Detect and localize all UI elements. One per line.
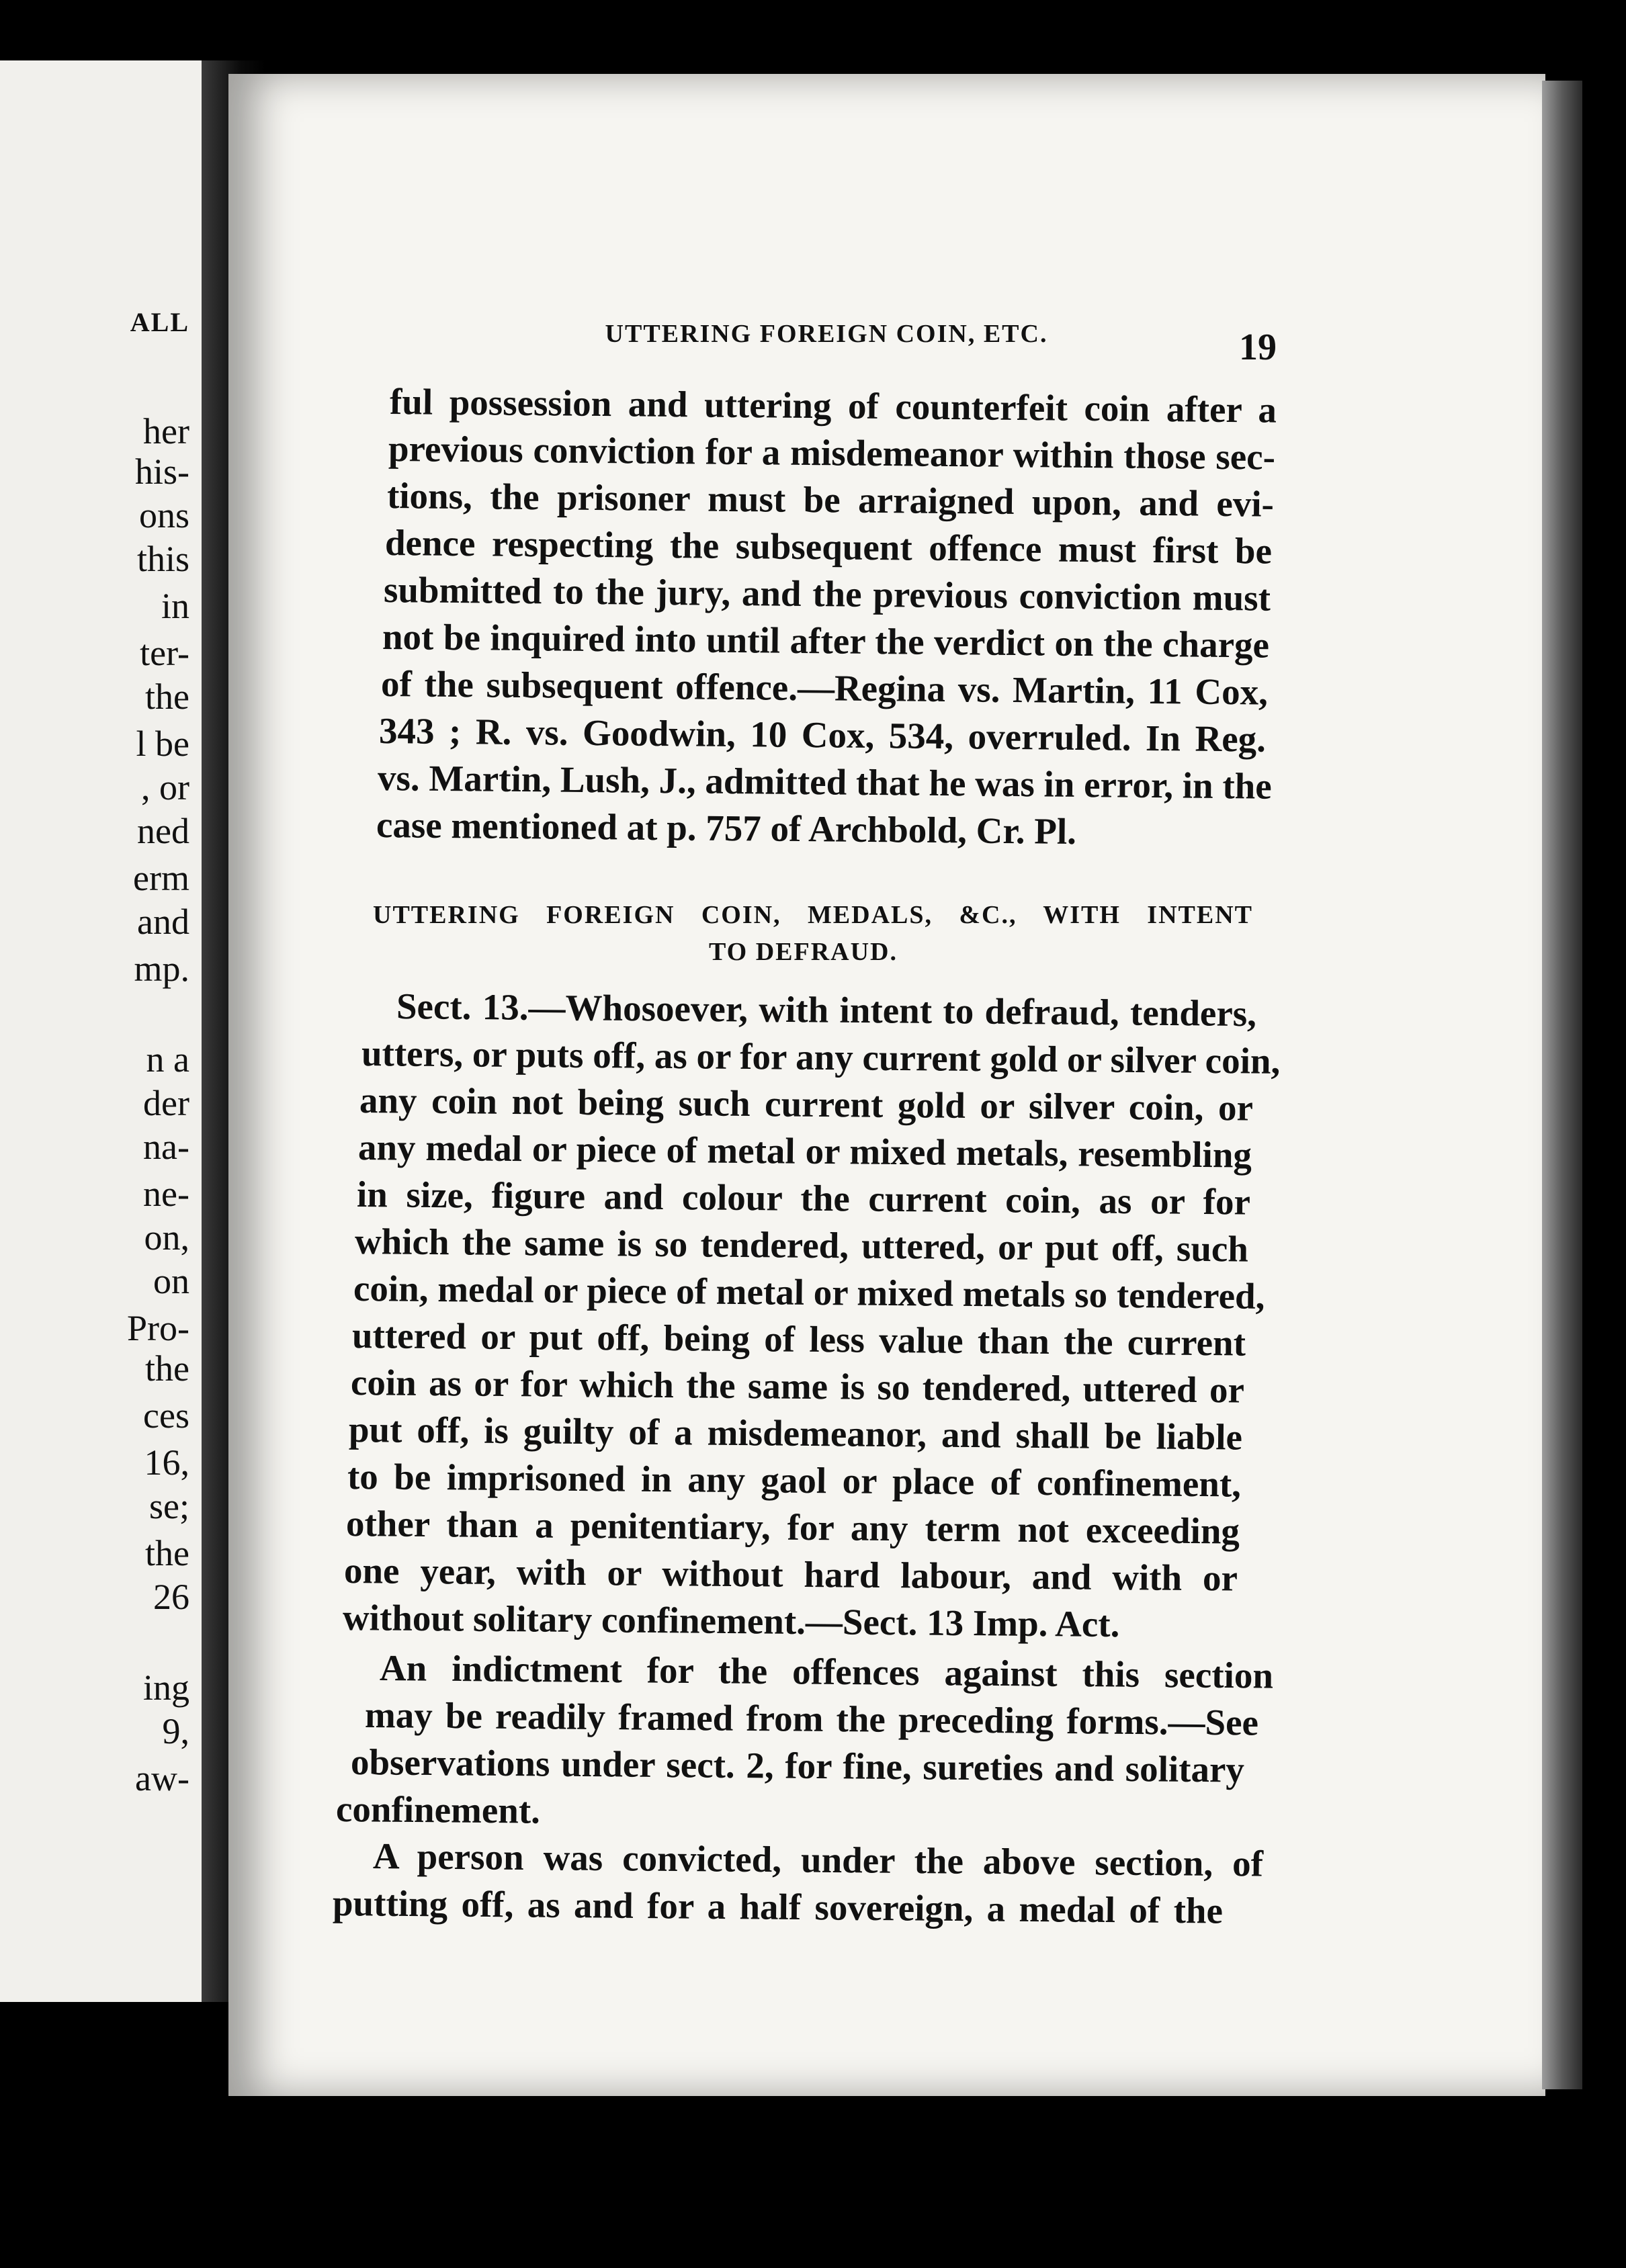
left-page-fragment: n a xyxy=(146,1039,189,1080)
text-line: utters, or puts off, as or for any current gold or silver coin, xyxy=(361,1033,1281,1082)
text-line: 343 ; R. vs. Goodwin, 10 Cox, 534, overruled. In Reg. xyxy=(379,710,1267,760)
left-page-fragment: ned xyxy=(137,811,189,851)
left-page-fragment: his- xyxy=(135,451,189,492)
left-page-fragment: ces xyxy=(143,1395,189,1436)
section-heading-continued: TO DEFRAUD. xyxy=(709,938,898,966)
text-line: case mentioned at p. 757 of Archbold, Cr. Pl. xyxy=(376,804,1077,853)
text-line: may be readily framed from the preceding forms.—See xyxy=(365,1694,1259,1743)
text-line: coin as or for which the same is so tendered, uttered or xyxy=(350,1362,1244,1411)
left-page-fragment: the xyxy=(145,1533,189,1573)
left-page-fragment: aw- xyxy=(135,1758,189,1798)
text-line: ful possession and uttering of counterfeit coin after a xyxy=(389,381,1277,431)
text-line: put off, is guilty of a misdemeanor, and shall be liable xyxy=(348,1409,1243,1458)
left-page-column xyxy=(0,60,189,2002)
text-line: other than a penitentiary, for any term not exceeding xyxy=(345,1503,1240,1552)
running-head: UTTERING FOREIGN COIN, ETC. xyxy=(605,320,1048,348)
left-page-fragment: the xyxy=(145,1348,189,1389)
left-page-fragment: mp. xyxy=(134,949,189,989)
text-line: which the same is so tendered, uttered, or put off, such xyxy=(355,1221,1249,1270)
left-page xyxy=(0,60,202,2002)
left-page-fragment: ter- xyxy=(140,633,189,673)
text-line: of the subsequent offence.—Regina vs. Martin, 11 Cox, xyxy=(380,663,1268,713)
text-line: without solitary confinement.—Sect. 13 Imp. Act. xyxy=(342,1597,1120,1645)
text-line: submitted to the jury, and the previous conviction must xyxy=(383,569,1271,619)
left-page-fragment: ons xyxy=(138,495,189,535)
left-page-fragment: der xyxy=(143,1083,189,1123)
text-line: An indictment for the offences against this section xyxy=(379,1647,1274,1696)
left-page-fragment: , or xyxy=(141,767,189,808)
section-heading: UTTERING FOREIGN COIN, MEDALS, &C., WITH INTENT xyxy=(373,901,1253,929)
left-page-fragment: erm xyxy=(133,858,189,898)
text-line: in size, figure and colour the current coin, as or for xyxy=(356,1174,1250,1223)
left-page-fragment: ALL xyxy=(130,307,189,337)
text-line: tions, the prisoner must be arraigned upon, and evi- xyxy=(386,475,1274,525)
left-page-fragment: the xyxy=(145,677,189,717)
left-page-fragment: in xyxy=(161,586,189,626)
text-line: A person was convicted, under the above section, of xyxy=(372,1835,1264,1884)
left-page-fragment: ing xyxy=(142,1667,189,1708)
left-page-fragment: se; xyxy=(149,1486,189,1526)
left-page-fragment: ne- xyxy=(143,1174,189,1214)
text-line: Sect. 13.—Whosoever, with intent to defraud, tenders, xyxy=(396,986,1257,1035)
left-page-fragment: 16, xyxy=(144,1442,189,1483)
text-line: to be imprisoned in any gaol or place of confinement, xyxy=(347,1456,1242,1505)
left-page-fragment: na- xyxy=(143,1127,189,1167)
text-line: not be inquired into until after the verdict on the charge xyxy=(382,616,1270,666)
page-edge xyxy=(1542,81,1582,2089)
left-page-fragment: 26 xyxy=(153,1577,189,1617)
left-page-fragment: on xyxy=(153,1261,189,1301)
text-line: observations under sect. 2, for fine, sureties and solitary xyxy=(350,1741,1244,1790)
text-line: confinement. xyxy=(335,1788,541,1831)
left-page-fragment: her xyxy=(143,411,189,451)
left-page-fragment: this xyxy=(136,539,189,579)
left-page-fragment: Pro- xyxy=(127,1308,189,1348)
text-line: vs. Martin, Lush, J., admitted that he was in error, in the xyxy=(377,757,1273,807)
left-page-fragment: on, xyxy=(144,1217,189,1258)
text-line: previous conviction for a misdemeanor within those sec- xyxy=(388,428,1275,478)
text-line: putting off, as and for a half sovereign, a medal of the xyxy=(332,1882,1224,1931)
text-line: uttered or put off, being of less value than the current xyxy=(351,1315,1246,1364)
text-line: dence respecting the subsequent offence must first be xyxy=(385,522,1273,572)
left-page-fragment: and xyxy=(137,902,189,942)
left-page-fragment: 9, xyxy=(162,1711,189,1751)
left-page-fragment: l be xyxy=(136,724,189,764)
text-line: one year, with or without hard labour, and with or xyxy=(344,1550,1238,1599)
text-line: any coin not being such current gold or silver coin, or xyxy=(359,1080,1254,1129)
text-line: any medal or piece of metal or mixed metals, resembling xyxy=(357,1127,1252,1176)
text-line: coin, medal or piece of metal or mixed metals so tendered, xyxy=(353,1268,1265,1317)
page-number: 19 xyxy=(1239,326,1277,368)
